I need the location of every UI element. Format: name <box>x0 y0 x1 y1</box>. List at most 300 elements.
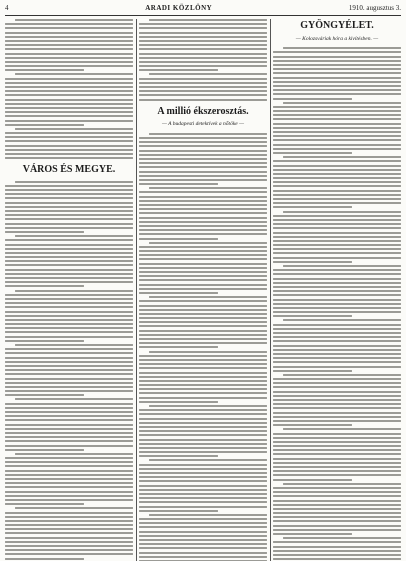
text-line-placeholder <box>139 380 267 382</box>
section-subheading: — Kolozsváriak hóra a kivítésben. — <box>295 35 379 42</box>
text-line-placeholder <box>5 223 133 225</box>
text-line-placeholder <box>5 415 133 417</box>
text-line-placeholder <box>139 267 267 269</box>
text-line-placeholder <box>139 204 267 206</box>
text-line-placeholder <box>5 227 133 229</box>
text-line-placeholder <box>139 141 267 143</box>
text-line-placeholder <box>273 508 401 510</box>
section-heading: VÁROS ÉS MEGYE. <box>22 164 116 176</box>
text-line-placeholder <box>273 332 401 334</box>
text-line-placeholder <box>149 133 267 135</box>
text-line-placeholder <box>139 401 218 403</box>
text-line-placeholder <box>139 372 267 374</box>
text-line-placeholder <box>139 53 267 55</box>
text-line-placeholder <box>5 319 133 321</box>
text-line-placeholder <box>5 273 133 275</box>
text-line-placeholder <box>273 278 401 280</box>
text-line-placeholder <box>149 459 267 461</box>
text-line-placeholder <box>139 434 267 436</box>
text-line-placeholder <box>273 173 401 175</box>
text-line-placeholder <box>139 476 267 478</box>
text-line-placeholder <box>273 198 401 200</box>
text-line-placeholder <box>5 336 133 338</box>
text-line-placeholder <box>139 443 267 445</box>
text-line-placeholder <box>139 284 267 286</box>
text-line-placeholder <box>273 512 401 514</box>
text-line-placeholder <box>139 200 267 202</box>
text-line-placeholder <box>273 64 401 66</box>
text-line-placeholder <box>5 306 133 308</box>
text-line-placeholder <box>139 250 267 252</box>
text-line-placeholder <box>273 416 401 418</box>
text-line-placeholder <box>273 382 401 384</box>
text-line-placeholder <box>273 458 401 460</box>
paper-name: ARADI KÖZLÖNY <box>145 4 213 12</box>
text-line-placeholder <box>273 72 401 74</box>
text-line-placeholder <box>273 357 401 359</box>
text-line-placeholder <box>139 217 267 219</box>
text-line-placeholder <box>139 489 267 491</box>
text-line-placeholder <box>273 324 401 326</box>
text-line-placeholder <box>149 187 267 189</box>
text-line-placeholder <box>273 236 401 238</box>
text-line-placeholder <box>273 412 401 414</box>
text-line-placeholder <box>5 32 133 34</box>
text-line-placeholder <box>5 495 133 497</box>
text-line-placeholder <box>273 336 401 338</box>
text-line-placeholder <box>5 474 133 476</box>
text-line-placeholder <box>139 376 267 378</box>
text-line-placeholder <box>139 305 267 307</box>
text-line-placeholder <box>273 462 401 464</box>
text-line-placeholder <box>273 345 401 347</box>
text-line-placeholder <box>139 208 267 210</box>
text-line-placeholder <box>273 466 401 468</box>
text-line-placeholder <box>139 225 267 227</box>
text-line-placeholder <box>139 355 267 357</box>
text-line-placeholder <box>139 48 267 50</box>
text-line-placeholder <box>139 409 267 411</box>
text-line-placeholder <box>283 47 401 49</box>
text-line-placeholder <box>5 340 84 342</box>
text-line-placeholder <box>273 248 401 250</box>
text-line-placeholder <box>139 246 267 248</box>
text-line-placeholder <box>273 139 401 141</box>
text-line-placeholder <box>5 549 133 551</box>
text-line-placeholder <box>273 60 401 62</box>
text-line-placeholder <box>139 36 267 38</box>
text-line-placeholder <box>139 493 267 495</box>
text-line-placeholder <box>273 110 401 112</box>
text-line-placeholder <box>273 93 401 95</box>
text-line-placeholder <box>5 424 133 426</box>
text-line-placeholder <box>5 193 133 195</box>
text-line-placeholder <box>5 461 133 463</box>
text-line-placeholder <box>5 294 133 296</box>
text-line-placeholder <box>139 531 267 533</box>
text-line-placeholder <box>139 263 267 265</box>
text-line-placeholder <box>5 428 133 430</box>
text-line-placeholder <box>149 19 267 21</box>
text-line-placeholder <box>273 433 401 435</box>
text-line-placeholder <box>273 261 352 263</box>
text-line-placeholder <box>273 399 401 401</box>
text-line-placeholder <box>139 497 267 499</box>
text-line-placeholder <box>5 516 133 518</box>
text-line-placeholder <box>5 369 133 371</box>
text-line-placeholder <box>139 313 267 315</box>
text-line-placeholder <box>5 541 133 543</box>
text-line-placeholder <box>149 405 267 407</box>
text-line-placeholder <box>5 206 133 208</box>
text-line-placeholder <box>5 264 133 266</box>
text-line-placeholder <box>273 349 401 351</box>
text-line-placeholder <box>5 99 133 101</box>
text-line-placeholder <box>5 218 133 220</box>
text-line-placeholder <box>139 179 267 181</box>
text-line-placeholder <box>273 315 352 317</box>
text-line-placeholder <box>5 157 133 159</box>
text-line-placeholder <box>273 307 401 309</box>
text-line-placeholder <box>5 189 133 191</box>
text-line-placeholder <box>273 378 401 380</box>
text-line-placeholder <box>139 183 218 185</box>
text-line-placeholder <box>5 537 133 539</box>
text-line-placeholder <box>15 453 133 455</box>
text-line-placeholder <box>5 386 133 388</box>
text-line-placeholder <box>139 325 267 327</box>
text-line-placeholder <box>139 422 267 424</box>
text-line-placeholder <box>15 19 133 21</box>
text-line-placeholder <box>273 420 401 422</box>
text-line-placeholder <box>5 558 84 560</box>
text-line-placeholder <box>139 78 267 80</box>
text-line-placeholder <box>5 252 133 254</box>
text-line-placeholder <box>273 550 401 552</box>
text-line-placeholder <box>15 73 133 75</box>
text-line-placeholder <box>139 175 267 177</box>
text-block <box>273 47 401 561</box>
text-line-placeholder <box>139 330 267 332</box>
text-line-placeholder <box>273 395 401 397</box>
text-line-placeholder <box>5 491 133 493</box>
text-line-placeholder <box>5 36 133 38</box>
text-line-placeholder <box>5 90 133 92</box>
text-line-placeholder <box>149 242 267 244</box>
text-line-placeholder <box>5 486 133 488</box>
text-line-placeholder <box>5 111 133 113</box>
text-line-placeholder <box>5 86 133 88</box>
text-line-placeholder <box>273 181 401 183</box>
text-line-placeholder <box>273 77 401 79</box>
text-line-placeholder <box>5 482 133 484</box>
text-line-placeholder <box>5 269 133 271</box>
text-line-placeholder <box>139 27 267 29</box>
text-line-placeholder <box>273 474 401 476</box>
text-line-placeholder <box>5 327 133 329</box>
text-line-placeholder <box>273 558 401 560</box>
text-line-placeholder <box>5 185 133 187</box>
text-line-placeholder <box>139 238 218 240</box>
text-line-placeholder <box>273 554 401 556</box>
text-line-placeholder <box>273 98 352 100</box>
text-line-placeholder <box>139 40 267 42</box>
text-line-placeholder <box>273 529 401 531</box>
section-subheading: — A budapesti detektívek a nőtöke — <box>162 121 244 128</box>
text-line-placeholder <box>139 317 267 319</box>
text-line-placeholder <box>139 229 267 231</box>
text-line-placeholder <box>273 504 401 506</box>
issue-date: 1910. augusztus 3. <box>348 4 401 12</box>
text-line-placeholder <box>139 191 267 193</box>
masthead <box>5 4 401 16</box>
text-line-placeholder <box>5 436 133 438</box>
text-line-placeholder <box>139 518 267 520</box>
text-line-placeholder <box>5 440 133 442</box>
text-line-placeholder <box>273 328 401 330</box>
text-line-placeholder <box>139 472 267 474</box>
text-line-placeholder <box>5 361 133 363</box>
text-line-placeholder <box>273 525 401 527</box>
text-line-placeholder <box>5 503 84 505</box>
text-line-placeholder <box>139 171 267 173</box>
text-line-placeholder <box>5 365 133 367</box>
text-line-placeholder <box>139 397 267 399</box>
text-line-placeholder <box>139 359 267 361</box>
text-line-placeholder <box>5 512 133 514</box>
text-line-placeholder <box>283 374 401 376</box>
text-line-placeholder <box>139 367 267 369</box>
text-line-placeholder <box>5 499 133 501</box>
text-line-placeholder <box>5 69 84 71</box>
text-line-placeholder <box>139 99 267 101</box>
text-line-placeholder <box>5 214 133 216</box>
page-number: 4 <box>5 4 9 12</box>
text-line-placeholder <box>5 419 133 421</box>
text-line-placeholder <box>273 118 401 120</box>
text-line-placeholder <box>283 102 401 104</box>
text-line-placeholder <box>139 552 267 554</box>
text-line-placeholder <box>5 378 133 380</box>
text-line-placeholder <box>273 114 401 116</box>
column-3 <box>273 19 401 561</box>
text-line-placeholder <box>5 553 133 555</box>
text-block <box>139 19 267 101</box>
text-line-placeholder <box>273 232 401 234</box>
text-line-placeholder <box>139 82 267 84</box>
text-line-placeholder <box>273 252 401 254</box>
text-line-placeholder <box>273 479 352 481</box>
text-line-placeholder <box>139 254 267 256</box>
text-line-placeholder <box>15 128 133 130</box>
text-line-placeholder <box>139 309 267 311</box>
text-line-placeholder <box>5 65 133 67</box>
text-line-placeholder <box>149 296 267 298</box>
section-heading: A millió ékszerosztás. <box>157 105 249 117</box>
text-line-placeholder <box>139 300 267 302</box>
text-line-placeholder <box>139 346 218 348</box>
text-line-placeholder <box>273 470 401 472</box>
text-line-placeholder <box>5 40 133 42</box>
text-line-placeholder <box>139 485 267 487</box>
text-block <box>5 19 133 159</box>
text-line-placeholder <box>139 334 267 336</box>
text-line-placeholder <box>139 392 267 394</box>
text-line-placeholder <box>273 135 401 137</box>
text-line-placeholder <box>273 223 401 225</box>
text-line-placeholder <box>5 53 133 55</box>
text-line-placeholder <box>5 298 133 300</box>
text-line-placeholder <box>273 495 401 497</box>
text-line-placeholder <box>5 373 133 375</box>
text-line-placeholder <box>139 158 267 160</box>
text-line-placeholder <box>283 537 401 539</box>
text-line-placeholder <box>5 315 133 317</box>
text-line-placeholder <box>273 449 401 451</box>
text-line-placeholder <box>273 56 401 58</box>
text-line-placeholder <box>5 465 133 467</box>
text-line-placeholder <box>273 219 401 221</box>
column-1 <box>5 19 133 561</box>
text-line-placeholder <box>15 507 133 509</box>
text-line-placeholder <box>273 391 401 393</box>
article-columns <box>5 19 401 560</box>
text-line-placeholder <box>139 212 267 214</box>
text-line-placeholder <box>149 73 267 75</box>
text-line-placeholder <box>139 321 267 323</box>
text-line-placeholder <box>15 235 133 237</box>
text-line-placeholder <box>273 445 401 447</box>
text-block <box>139 133 267 561</box>
text-line-placeholder <box>5 248 133 250</box>
text-line-placeholder <box>139 94 267 96</box>
text-line-placeholder <box>273 152 352 154</box>
text-line-placeholder <box>5 197 133 199</box>
text-line-placeholder <box>139 292 218 294</box>
text-line-placeholder <box>5 432 133 434</box>
text-line-placeholder <box>5 407 133 409</box>
text-line-placeholder <box>273 148 401 150</box>
text-line-placeholder <box>5 78 133 80</box>
text-line-placeholder <box>139 166 267 168</box>
text-line-placeholder <box>273 106 401 108</box>
text-line-placeholder <box>139 426 267 428</box>
text-line-placeholder <box>139 57 267 59</box>
text-line-placeholder <box>5 403 133 405</box>
text-line-placeholder <box>5 331 133 333</box>
text-line-placeholder <box>5 390 133 392</box>
text-line-placeholder <box>273 340 401 342</box>
text-line-placeholder <box>139 480 267 482</box>
text-line-placeholder <box>273 68 401 70</box>
text-line-placeholder <box>5 61 133 63</box>
text-line-placeholder <box>139 526 267 528</box>
text-line-placeholder <box>5 348 133 350</box>
text-line-placeholder <box>273 190 401 192</box>
text-line-placeholder <box>273 311 401 313</box>
text-line-placeholder <box>139 543 267 545</box>
text-line-placeholder <box>139 279 267 281</box>
text-line-placeholder <box>273 516 401 518</box>
text-line-placeholder <box>273 361 401 363</box>
text-line-placeholder <box>5 256 133 258</box>
text-line-placeholder <box>273 290 401 292</box>
text-line-placeholder <box>273 520 401 522</box>
text-line-placeholder <box>273 165 401 167</box>
text-line-placeholder <box>15 181 133 183</box>
text-line-placeholder <box>273 386 401 388</box>
text-line-placeholder <box>139 44 267 46</box>
text-line-placeholder <box>5 149 133 151</box>
text-line-placeholder <box>5 285 84 287</box>
text-line-placeholder <box>139 418 267 420</box>
text-line-placeholder <box>5 202 133 204</box>
text-line-placeholder <box>283 319 401 321</box>
text-line-placeholder <box>273 491 401 493</box>
text-line-placeholder <box>149 351 267 353</box>
text-line-placeholder <box>5 532 133 534</box>
text-line-placeholder <box>5 136 133 138</box>
text-line-placeholder <box>149 514 267 516</box>
text-line-placeholder <box>273 353 401 355</box>
text-line-placeholder <box>139 510 218 512</box>
text-line-placeholder <box>139 547 267 549</box>
text-line-placeholder <box>273 437 401 439</box>
text-line-placeholder <box>5 145 133 147</box>
text-line-placeholder <box>139 455 218 457</box>
text-line-placeholder <box>273 299 401 301</box>
text-line-placeholder <box>139 413 267 415</box>
text-line-placeholder <box>5 357 133 359</box>
text-line-placeholder <box>5 281 133 283</box>
text-line-placeholder <box>139 288 267 290</box>
text-line-placeholder <box>273 546 401 548</box>
text-line-placeholder <box>5 120 133 122</box>
text-line-placeholder <box>5 478 133 480</box>
text-line-placeholder <box>139 86 267 88</box>
section-heading: GYÖNGYÉLET. <box>300 20 374 31</box>
text-line-placeholder <box>273 160 401 162</box>
text-line-placeholder <box>5 23 133 25</box>
text-line-placeholder <box>273 185 401 187</box>
text-line-placeholder <box>139 506 267 508</box>
text-line-placeholder <box>5 124 84 126</box>
text-line-placeholder <box>139 501 267 503</box>
text-line-placeholder <box>273 541 401 543</box>
text-line-placeholder <box>5 94 133 96</box>
text-line-placeholder <box>273 294 401 296</box>
text-line-placeholder <box>139 363 267 365</box>
text-line-placeholder <box>5 153 133 155</box>
column-2 <box>139 19 267 561</box>
text-line-placeholder <box>5 311 133 313</box>
text-line-placeholder <box>5 244 133 246</box>
text-line-placeholder <box>273 127 401 129</box>
text-line-placeholder <box>5 57 133 59</box>
text-line-placeholder <box>139 522 267 524</box>
text-line-placeholder <box>5 27 133 29</box>
text-line-placeholder <box>139 535 267 537</box>
text-line-placeholder <box>273 403 401 405</box>
text-line-placeholder <box>139 338 267 340</box>
text-line-placeholder <box>139 233 267 235</box>
text-line-placeholder <box>139 221 267 223</box>
text-line-placeholder <box>5 470 133 472</box>
text-line-placeholder <box>5 524 133 526</box>
text-line-placeholder <box>139 439 267 441</box>
text-line-placeholder <box>283 265 401 267</box>
text-line-placeholder <box>273 370 352 372</box>
